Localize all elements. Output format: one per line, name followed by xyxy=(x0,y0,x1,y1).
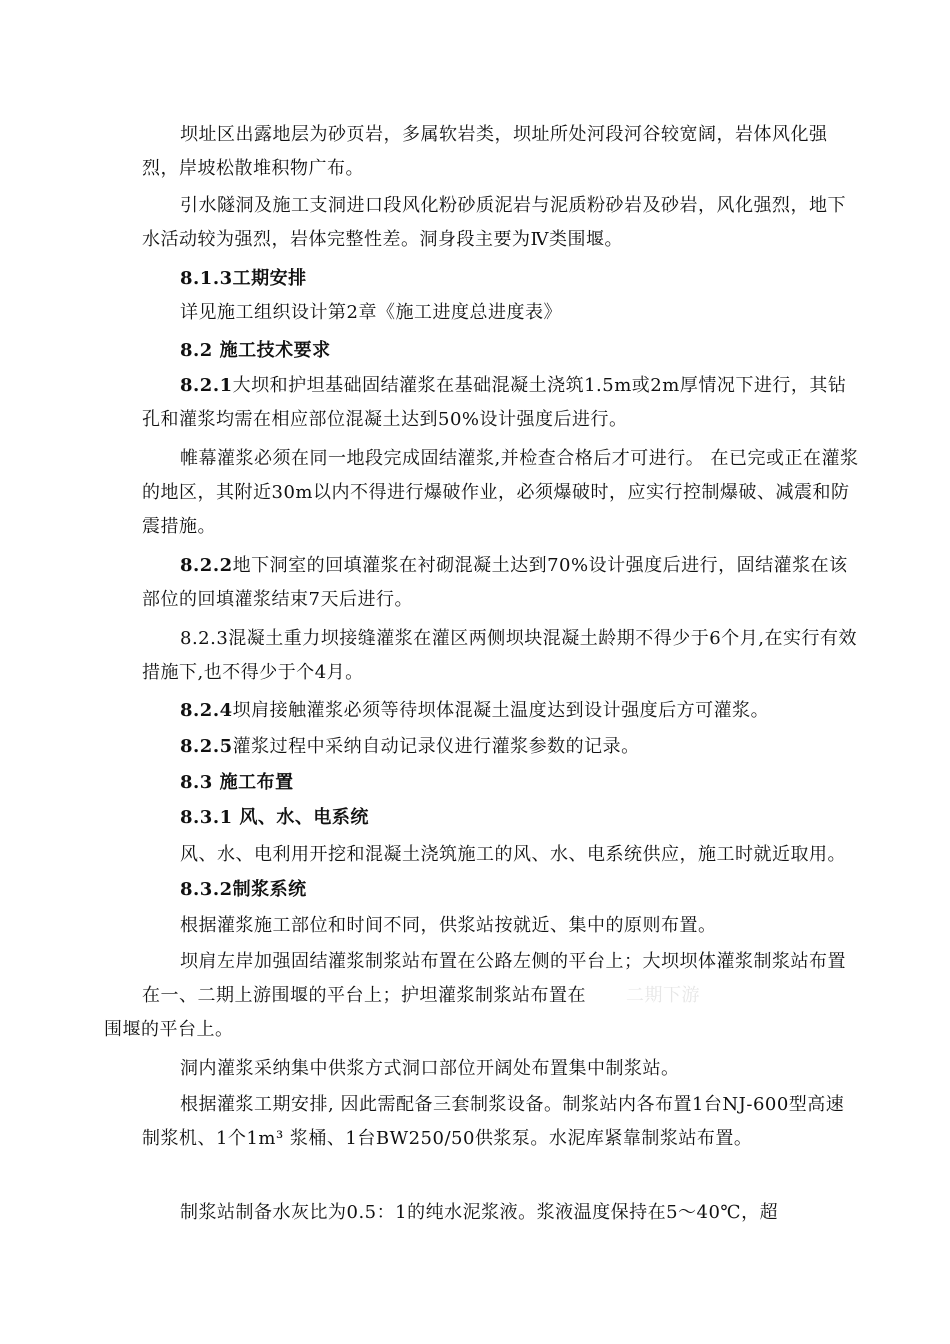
clause-number: 8.2.4 xyxy=(180,700,233,721)
paragraph-8-2-5 xyxy=(142,730,862,764)
paragraph-grout-mix: 制浆站制备水灰比为0.5：1的纯水泥浆液。浆液温度保持在5～40℃，超 xyxy=(180,1202,779,1223)
paragraph-dam-site-geology: 坝址区出露地层为砂页岩，多属软岩类，坝址所处河段河谷较宽阔，岩体风化强烈，岸坡松散堆积物广布。 xyxy=(142,124,828,179)
paragraph-equipment: 根据灌浆工期安排, 因此需配备三套制浆设备。制浆站内各布置1台NJ-600型高速制浆机、1个1m³ 浆桶、1台BW250/50供浆泵。水泥库紧靠制浆站布置。 xyxy=(142,1094,845,1149)
paragraph-8-2-4 xyxy=(142,694,862,728)
paragraph-tunnel-supply: 洞内灌浆采纳集中供浆方式洞口部位开阔处布置集中制浆站。 xyxy=(180,1058,680,1079)
station-locations-tail: 围堰的平台上。 xyxy=(104,1019,234,1040)
paragraph-8-2-1 xyxy=(142,369,862,437)
paragraph-supply-station-principle: 根据灌浆施工部位和时间不同，供浆站按就近、集中的原则布置。 xyxy=(180,915,717,936)
paragraph-utilities: 风、水、电利用开挖和混凝土浇筑施工的风、水、电系统供应，施工时就近取用。 xyxy=(180,844,846,865)
paragraph-schedule-reference: 详见施工组织设计第2章《施工进度总进度表》 xyxy=(180,302,562,323)
faded-text: 二期下游 xyxy=(626,985,700,1006)
clause-number: 8.2.1 xyxy=(180,375,233,396)
heading-8-3-1: 8.3.1 风、水、电系统 xyxy=(180,807,369,828)
heading-8-3-2: 8.3.2制浆系统 xyxy=(180,879,307,900)
clause-text: 大坝和护坦基础固结灌浆在基础混凝土浇筑1.5m或2m厚情况下进行，其钻孔和灌浆均需在相应部位混凝土达到50%设计强度后进行。 xyxy=(142,375,847,430)
clause-number: 8.2.2 xyxy=(180,555,233,576)
paragraph-station-locations xyxy=(104,945,862,1047)
clause-text: 地下洞室的回填灌浆在衬砌混凝土达到70%设计强度后进行，固结灌浆在该部位的回填灌浆结束7天后进行。 xyxy=(142,555,848,610)
paragraph-curtain-grouting: 帷幕灌浆必须在同一地段完成固结灌浆,并检查合格后才可进行。 在已完或正在灌浆的地区，其附近30m以内不得进行爆破作业，必须爆破时，应实行控制爆破、减震和防震措施。 xyxy=(142,448,859,537)
clause-text: 灌浆过程中采纳自动记录仪进行灌浆参数的记录。 xyxy=(232,736,640,757)
paragraph-8-2-2 xyxy=(142,549,862,617)
paragraph-8-2-3: 8.2.3混凝土重力坝接缝灌浆在灌区两侧坝块混凝土龄期不得少于6个月,在实行有效措施下,也不得少于个4月。 xyxy=(142,628,857,683)
heading-8-3: 8.3 施工布置 xyxy=(180,772,294,793)
clause-number: 8.2.5 xyxy=(180,736,233,757)
station-locations-text: 坝肩左岸加强固结灌浆制浆站布置在公路左侧的平台上；大坝坝体灌浆制浆站布置在一、二期上游围堰的平台上；护坦灌浆制浆站布置在 xyxy=(142,951,846,1006)
heading-8-2: 8.2 施工技术要求 xyxy=(180,340,331,361)
paragraph-tunnel-geology: 引水隧洞及施工支洞进口段风化粉砂质泥岩与泥质粉砂岩及砂岩，风化强烈，地下水活动较为强烈，岩体完整性差。洞身段主要为Ⅳ类围堰。 xyxy=(142,195,846,250)
heading-8-1-3: 8.1.3工期安排 xyxy=(180,268,307,289)
clause-text: 坝肩接触灌浆必须等待坝体混凝土温度达到设计强度后方可灌浆。 xyxy=(232,700,770,721)
